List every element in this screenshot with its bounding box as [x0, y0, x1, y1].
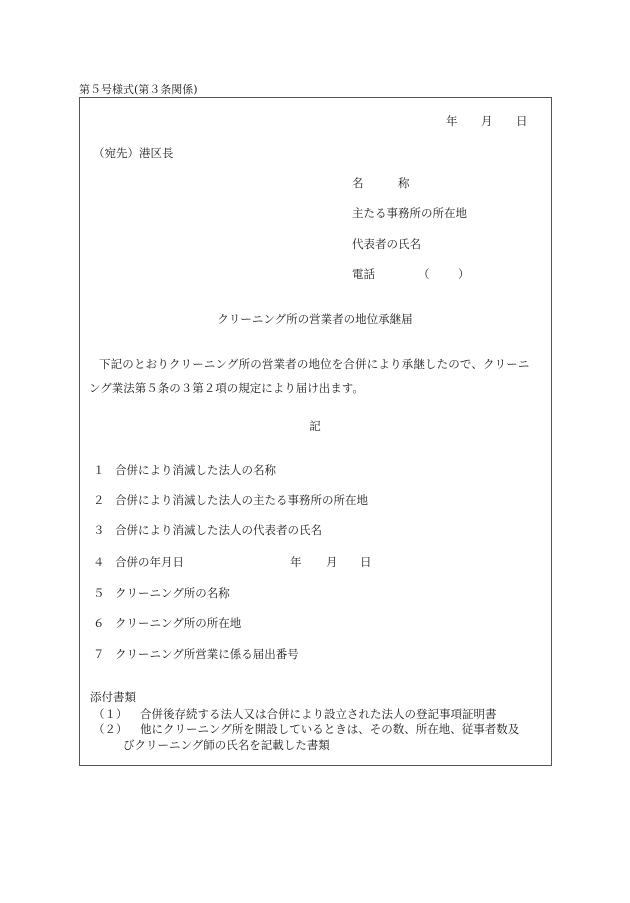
attachment-number: （１）: [93, 707, 128, 721]
telephone-paren-close: ）: [458, 267, 470, 281]
applicant-name-label-2: 称: [398, 176, 410, 190]
item-number: ５: [93, 586, 105, 600]
date-day-label: 日: [516, 114, 528, 128]
form-number: 第５号様式(第３条関係): [79, 83, 198, 96]
attachment-text: 他にクリーニング所を開設しているときは、その数、所在地、従事者数及: [140, 722, 520, 736]
item-number: １: [93, 463, 105, 477]
applicant-representative-label: 代表者の氏名: [352, 237, 421, 251]
item-text: 合併により消滅した法人の代表者の氏名: [115, 523, 322, 537]
merger-month-label: 月: [326, 555, 338, 569]
applicant-address-label: 主たる事務所の所在地: [352, 206, 467, 220]
document-title: クリーニング所の営業者の地位承継届: [217, 312, 413, 326]
merger-year-label: 年: [290, 555, 302, 569]
body-text-line-1: 下記のとおりクリーニング所の営業者の地位を合併により承継したので、クリーニ: [99, 357, 530, 371]
attachment-text-continued: びクリーニング師の氏名を記載した書類: [123, 738, 330, 752]
applicant-name-label: 名: [352, 176, 364, 190]
attachment-number: （２）: [93, 722, 128, 736]
attachments-heading: 添付書類: [90, 690, 136, 704]
attachment-text: 合併後存続する法人又は合併により設立された法人の登記事項証明書: [140, 707, 497, 721]
date-year-label: 年: [446, 114, 458, 128]
item-number: ６: [93, 616, 105, 630]
item-text: クリーニング所の所在地: [115, 616, 242, 630]
telephone-paren-open: （: [418, 267, 430, 281]
merger-day-label: 日: [360, 555, 372, 569]
item-number: ４: [93, 555, 105, 569]
item-number: ２: [93, 493, 105, 507]
ki-heading: 記: [309, 419, 321, 433]
item-text: 合併により消滅した法人の主たる事務所の所在地: [115, 493, 368, 507]
addressee: （宛先）港区長: [93, 146, 174, 160]
item-text: 合併により消滅した法人の名称: [115, 463, 276, 477]
body-text-line-2: ング業法第５条の３第２項の規定により届け出ます。: [89, 381, 364, 395]
item-number: ７: [93, 647, 105, 661]
item-text: クリーニング所の名称: [115, 586, 230, 600]
date-month-label: 月: [481, 114, 493, 128]
item-text: 合併の年月日: [115, 555, 184, 569]
item-number: ３: [93, 523, 105, 537]
item-text: クリーニング所営業に係る届出番号: [115, 647, 299, 661]
applicant-telephone-label: 電話: [352, 267, 375, 281]
